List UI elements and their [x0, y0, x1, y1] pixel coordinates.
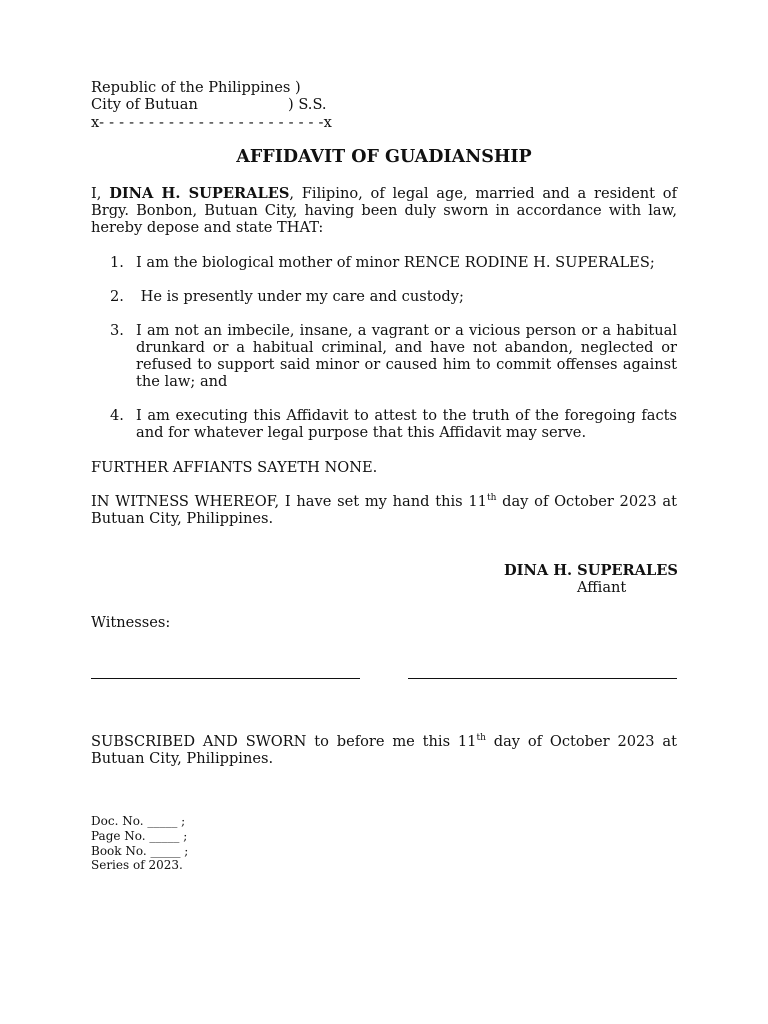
list-item [110, 407, 677, 441]
witness-signature-line-2 [408, 678, 677, 679]
item-text: He is presently under my care and custody; [136, 288, 464, 305]
doc-number: Doc. No. _____ ; [91, 814, 186, 828]
item-number: 2. [110, 288, 124, 305]
further-affiants-statement: FURTHER AFFIANTS SAYETH NONE. [91, 459, 378, 476]
subscribed-after: day of October 2023 at Butuan City, Philippines. [91, 733, 677, 767]
list-item [110, 254, 677, 271]
witness-clause-after: day of October 2023 at Butuan City, Philippines. [91, 493, 677, 527]
intro-affiant-name: DINA H. SUPERALES [109, 185, 290, 202]
item-text: I am executing this Affidavit to attest to the truth of the foregoing facts and for whatever legal purpose that this Affidavit may serve. [136, 407, 677, 441]
statement-list-item-4 [110, 407, 677, 441]
witness-signature-line-1 [91, 678, 360, 679]
affiant-role-label: Affiant [577, 579, 627, 596]
venue-ss: ) S.S. [288, 96, 327, 113]
subscribed-ordinal: th [476, 733, 486, 744]
list-item [110, 322, 677, 390]
subscribed-sworn-clause [91, 733, 677, 767]
venue-city: City of Butuan [91, 96, 198, 113]
affiant-signature-name: DINA H. SUPERALES [504, 562, 678, 579]
witnesses-label: Witnesses: [91, 614, 171, 631]
subscribed-before: SUBSCRIBED AND SWORN to before me this 11 [91, 733, 477, 750]
item-text: I am not an imbecile, insane, a vagrant or a vicious person or a habitual drunkard or a habitual criminal, and have not abandon, neglected or refused to support said minor or caused him to commit offenses against the law; and [136, 322, 677, 390]
page-number: Page No. _____ ; [91, 829, 188, 843]
statement-list-item-1 [110, 254, 677, 271]
intro-prefix: I, [91, 185, 110, 202]
item-number: 1. [110, 254, 124, 271]
witness-clause-ordinal: th [486, 493, 497, 504]
venue-republic: Republic of the Philippines ) [91, 79, 301, 96]
item-text: I am the biological mother of minor RENCE RODINE H. SUPERALES; [136, 254, 655, 271]
witness-clause-before: IN WITNESS WHEREOF, I have set my hand this 11 [91, 493, 487, 510]
book-number: Book No. _____ ; [91, 844, 189, 858]
list-item [110, 288, 677, 305]
intro-rest: , Filipino, of legal age, married and a resident of Brgy. Bonbon, Butuan City, having been duly sworn in accordance with law, hereby depose and state THAT: [91, 185, 677, 236]
item-number: 4. [110, 407, 124, 424]
venue-separator: x- - - - - - - - - - - - - - - - - - - - - - -x [91, 114, 333, 131]
series-year: Series of 2023. [91, 858, 183, 872]
item-number: 3. [110, 322, 124, 339]
witness-whereof-clause [91, 493, 677, 527]
statement-list-item-2 [110, 288, 677, 305]
document-title: AFFIDAVIT OF GUADIANSHIP [236, 147, 532, 167]
intro-paragraph [91, 185, 677, 236]
statement-list-item-3 [110, 322, 677, 390]
